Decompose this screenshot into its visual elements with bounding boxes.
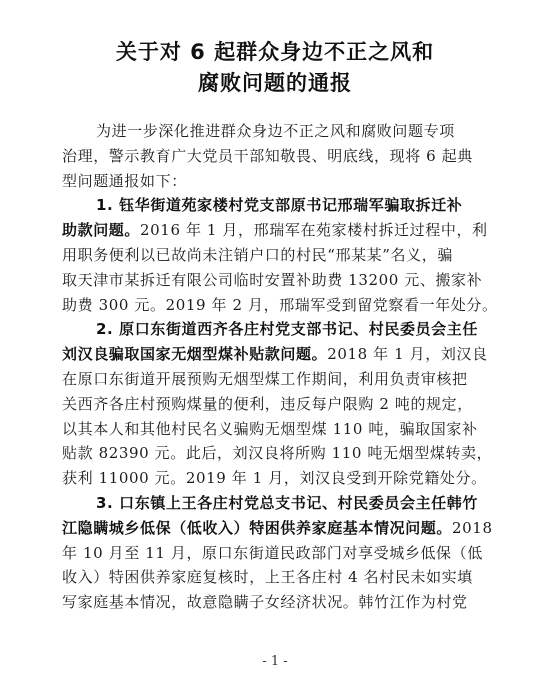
body-line: 2. 原口东街道西齐各庄村党支部书记、村民委员会主任 xyxy=(96,320,478,339)
body-line: 刘汉良骗取国家无烟型煤补贴款问题。2018 年 1 月，刘汉良 xyxy=(62,345,488,364)
body-line: 3. 口东镇上王各庄村党总支书记、村民委员会主任韩竹 xyxy=(96,494,478,512)
body-line: 获利 11000 元。2019 年 1 月，刘汉良受到开除党籍处分。 xyxy=(62,469,487,488)
body-line: 为进一步深化推进群众身边不正之风和腐败问题专项 xyxy=(96,122,455,140)
body-line: 1. 钰华街道苑家楼村党支部原书记邢瑞军骗取拆迁补 xyxy=(96,196,463,215)
body-line: 收入）特困供养家庭复核时，上王各庄村 4 名村民未如实填 xyxy=(62,568,473,587)
document-title-line-1: 关于对 6 起群众身边不正之风和 xyxy=(115,40,435,64)
body-line: 治理，警示教育广大党员干部知敬畏、明底线，现将 6 起典 xyxy=(62,146,473,165)
document-title-line-2: 腐败问题的通报 xyxy=(198,71,352,95)
body-line: 用职务便利以已故尚未注销户口的村民“邢某某”名义，骗 xyxy=(62,246,453,264)
body-line: 助费 300 元。2019 年 2 月，邢瑞军受到留党察看一年处分。 xyxy=(62,295,498,314)
body-line: 助款问题。2016 年 1 月，邢瑞军在苑家楼村拆迁过程中，利 xyxy=(62,221,488,240)
body-line: 写家庭基本情况，故意隐瞒子女经济状况。韩竹江作为村党 xyxy=(62,593,468,612)
body-line: 关西齐各庄村预购煤量的便利，违反每户限购 2 吨的规定， xyxy=(62,394,473,413)
body-line: 型问题通报如下： xyxy=(62,171,187,190)
body-line: 以其本人和其他村民名义骗购无烟型煤 110 吨，骗取国家补 xyxy=(62,419,478,438)
page-number: - 1 - xyxy=(262,654,288,669)
body-line: 在原口东街道开展预购无烟型煤工作期间，利用负责审核把 xyxy=(62,370,468,388)
body-line: 年 10 月至 11 月，原口东街道民政部门对享受城乡低保（低 xyxy=(62,543,483,562)
body-line: 江隐瞒城乡低保（低收入）特困供养家庭基本情况问题。2018 xyxy=(62,518,493,537)
body-line: 取天津市某拆迁有限公司临时安置补助费 13200 元、搬家补 xyxy=(62,270,483,289)
body-line: 贴款 82390 元。此后，刘汉良将所购 110 吨无烟型煤转卖， xyxy=(62,444,493,463)
